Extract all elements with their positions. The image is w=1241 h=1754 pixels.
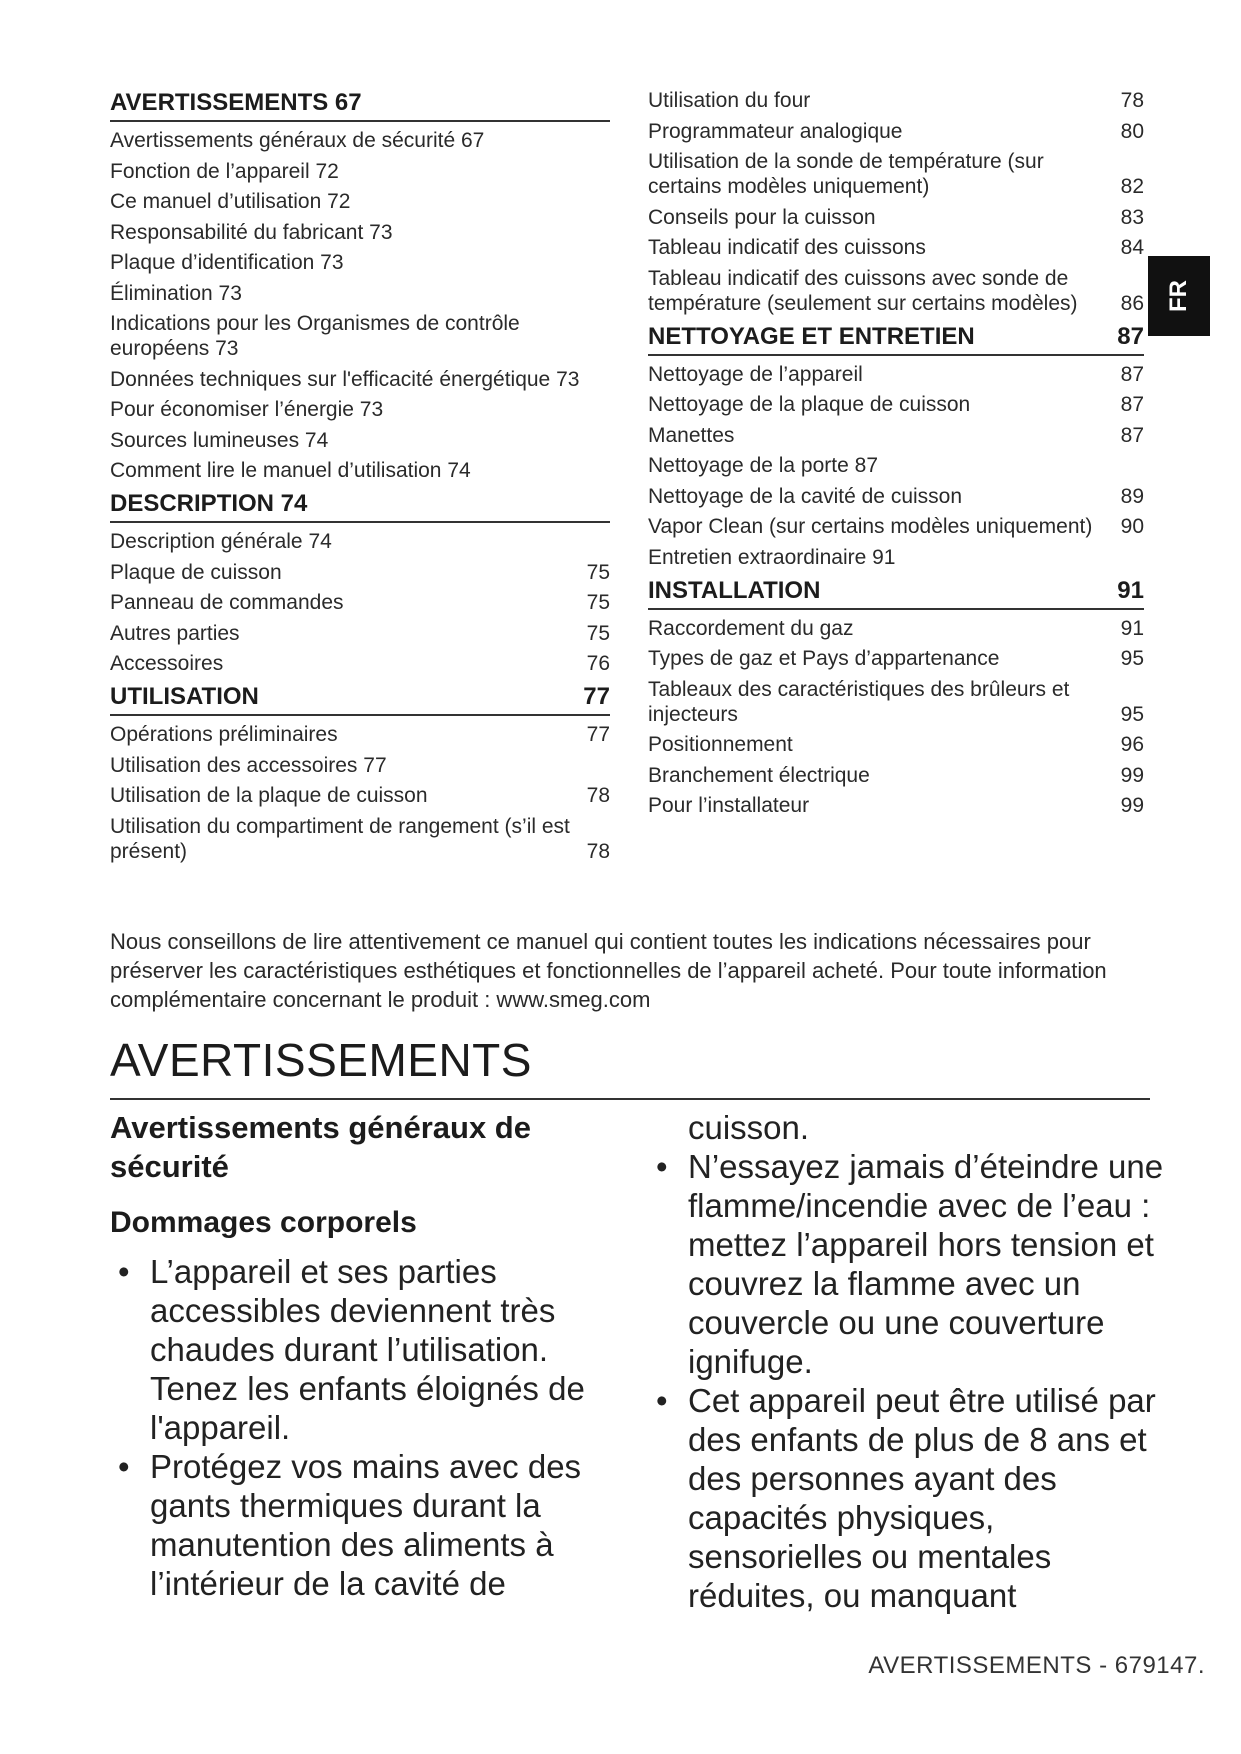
- page-footer: AVERTISSEMENTS - 679147.: [868, 1652, 1205, 1679]
- toc-entry-title: Opérations préliminaires: [110, 723, 338, 746]
- toc-entry-title: Accessoires: [110, 652, 224, 675]
- toc-entry-title: INSTALLATION: [648, 576, 821, 604]
- toc-entry-title: Utilisation de la sonde de température (sur certains modèles uniquement): [648, 150, 1044, 198]
- bullet-icon: •: [656, 1382, 668, 1419]
- toc-section-heading: [648, 322, 1144, 356]
- toc-entry-title: Sources lumineuses 74: [110, 428, 329, 452]
- toc-entry: [648, 392, 1144, 417]
- toc-entry-title: Tableaux des caractéristiques des brûleurs et injecteurs: [648, 677, 1070, 726]
- toc-entry-title: Types de gaz et Pays d’appartenance: [648, 647, 1000, 670]
- toc-entry: [110, 590, 610, 615]
- toc-entry: [110, 159, 610, 184]
- toc-entry: [110, 529, 610, 554]
- toc-entry: [648, 677, 1144, 727]
- toc-entry: [648, 119, 1144, 144]
- toc-entry-title: Élimination 73: [110, 281, 242, 305]
- toc-entry: [110, 367, 610, 392]
- toc-entry-page: 75: [586, 560, 610, 584]
- toc-entry-title: AVERTISSEMENTS 67: [110, 89, 362, 116]
- toc-entry: [110, 397, 610, 422]
- toc-entry-title: Raccordement du gaz: [648, 616, 854, 640]
- toc-entry-page: 86: [1120, 291, 1144, 315]
- toc-entry: [648, 235, 1144, 260]
- toc-entry-page: 78: [586, 839, 610, 863]
- toc-entry-title: Ce manuel d’utilisation 72: [110, 190, 351, 213]
- bullet-icon: •: [118, 1448, 130, 1485]
- intro-paragraph: Nous conseillons de lire attentivement ce manuel qui contient toutes les indications nécessaires pour préserver les caractéristiques esthétiques et fonctionnelles de l’appareil acheté. Pour toute information complémentaire concernant le produit : www.smeg.com: [110, 929, 1107, 1012]
- toc-entry-page: 99: [1120, 794, 1144, 817]
- toc-entry-page: 90: [1120, 515, 1144, 538]
- bullet-text: Protégez vos mains avec des gants thermiques durant la manutention des aliments à l’intérieur de la cavité de: [150, 1448, 582, 1602]
- toc-entry-title: Utilisation du four: [648, 89, 811, 112]
- toc-entry-title: Entretien extraordinaire 91: [648, 545, 896, 569]
- toc-entry: [648, 205, 1144, 230]
- body-right-column: [648, 1108, 1168, 1615]
- toc-entry: [648, 763, 1144, 788]
- toc-entry-page: 78: [586, 784, 610, 807]
- toc-entry-title: Utilisation des accessoires 77: [110, 753, 387, 777]
- section-title: AVERTISSEMENTS: [110, 1030, 1150, 1100]
- toc-entry-title: Panneau de commandes: [110, 591, 344, 614]
- toc-entry: [110, 783, 610, 808]
- toc-entry: [648, 514, 1144, 539]
- toc-entry-page: 87: [1117, 322, 1144, 350]
- toc-entry-title: Manettes: [648, 423, 735, 447]
- toc-entry: [648, 149, 1144, 199]
- toc-entry-page: 87: [1120, 423, 1144, 447]
- bullet-item: [110, 1252, 610, 1447]
- toc-entry: [110, 753, 610, 778]
- toc-entry: [110, 189, 610, 214]
- toc-entry: [110, 220, 610, 245]
- toc-entry: [648, 362, 1144, 387]
- toc-entry-page: 91: [1120, 616, 1144, 640]
- toc-entry: [110, 428, 610, 453]
- toc-entry-page: 91: [1117, 576, 1144, 604]
- bullet-item: [648, 1381, 1168, 1615]
- toc-entry-title: Fonction de l’appareil 72: [110, 159, 339, 183]
- table-of-contents-right: [648, 88, 1144, 824]
- continued-text: cuisson.: [688, 1109, 810, 1146]
- toc-entry: [110, 128, 610, 153]
- toc-entry-page: 75: [586, 621, 610, 645]
- personal-injury-subheading: Dommages corporels: [110, 1206, 417, 1239]
- toc-entry-title: Autres parties: [110, 621, 240, 645]
- toc-entry-page: 87: [1120, 362, 1144, 386]
- toc-entry-page: 78: [1120, 89, 1144, 112]
- toc-section-heading: [110, 88, 610, 122]
- toc-entry-title: Tableau indicatif des cuissons: [648, 236, 926, 259]
- toc-entry-title: Données techniques sur l'efficacité énergétique 73: [110, 367, 580, 391]
- bullet-text: N’essayez jamais d’éteindre une flamme/incendie avec de l’eau : mettez l’appareil hors tension et couvrez la flamme avec un couvercle ou une couverture ignifuge.: [688, 1148, 1164, 1380]
- bullet-item: [648, 1147, 1168, 1381]
- toc-section-heading: [648, 576, 1144, 610]
- toc-entry-title: Branchement électrique: [648, 763, 870, 787]
- toc-entry-page: 77: [583, 683, 610, 710]
- toc-entry-title: Programmateur analogique: [648, 119, 903, 143]
- toc-entry: [648, 453, 1144, 478]
- toc-entry: [110, 722, 610, 747]
- table-of-contents-left: [110, 88, 610, 869]
- toc-entry: [648, 266, 1144, 316]
- toc-entry-title: Nettoyage de la plaque de cuisson: [648, 393, 971, 416]
- toc-entry-title: Vapor Clean (sur certains modèles uniquement): [648, 515, 1093, 538]
- body-left-column: [110, 1108, 610, 1603]
- toc-entry-title: Description générale 74: [110, 530, 332, 553]
- toc-entry-title: Indications pour les Organismes de contrôle européens 73: [110, 312, 520, 360]
- toc-entry: [648, 545, 1144, 570]
- toc-entry: [110, 311, 610, 361]
- toc-entry-title: Nettoyage de la porte 87: [648, 454, 878, 477]
- toc-entry-title: Pour économiser l’énergie 73: [110, 398, 384, 421]
- toc-entry: [648, 423, 1144, 448]
- toc-entry-title: Nettoyage de l’appareil: [648, 362, 863, 386]
- toc-section-heading: [110, 489, 610, 523]
- toc-entry-title: UTILISATION: [110, 683, 259, 710]
- toc-entry: [110, 621, 610, 646]
- toc-entry-page: 75: [586, 591, 610, 614]
- toc-entry-page: 77: [586, 723, 610, 746]
- toc-entry: [648, 646, 1144, 671]
- toc-entry: [110, 250, 610, 275]
- toc-entry: [648, 88, 1144, 113]
- toc-entry-title: Nettoyage de la cavité de cuisson: [648, 484, 963, 508]
- toc-entry-page: 87: [1120, 393, 1144, 416]
- toc-entry: [648, 616, 1144, 641]
- bullet-icon: •: [118, 1253, 130, 1290]
- toc-entry-page: 82: [1120, 175, 1144, 198]
- toc-entry-title: DESCRIPTION 74: [110, 490, 308, 517]
- toc-entry: [648, 484, 1144, 509]
- toc-entry-page: 95: [1120, 702, 1144, 726]
- toc-entry-page: 99: [1120, 763, 1144, 787]
- bullet-item: [110, 1447, 610, 1603]
- toc-entry-title: Conseils pour la cuisson: [648, 205, 876, 229]
- toc-entry-title: Positionnement: [648, 733, 793, 756]
- toc-entry-title: Comment lire le manuel d’utilisation 74: [110, 459, 471, 482]
- bullet-icon: •: [656, 1148, 668, 1185]
- toc-entry: [110, 651, 610, 676]
- general-safety-heading: Avertissements généraux de sécurité: [110, 1110, 531, 1184]
- toc-entry-title: Utilisation du compartiment de rangement (s’il est présent): [110, 814, 570, 863]
- toc-entry-page: 76: [586, 652, 610, 675]
- toc-entry-page: 89: [1120, 484, 1144, 508]
- toc-entry-title: Avertissements généraux de sécurité 67: [110, 129, 485, 152]
- toc-entry: [648, 793, 1144, 818]
- toc-entry-page: 83: [1120, 205, 1144, 229]
- toc-entry-page: 84: [1120, 236, 1144, 259]
- toc-entry-title: Pour l’installateur: [648, 794, 810, 817]
- toc-entry-title: NETTOYAGE ET ENTRETIEN: [648, 322, 975, 350]
- toc-entry-page: 96: [1120, 733, 1144, 756]
- toc-entry: [110, 814, 610, 864]
- toc-entry: [110, 281, 610, 306]
- toc-section-heading: [110, 682, 610, 716]
- toc-entry: [648, 732, 1144, 757]
- toc-entry-title: Utilisation de la plaque de cuisson: [110, 784, 428, 807]
- language-tab: [1148, 256, 1210, 336]
- toc-entry-page: 80: [1120, 119, 1144, 143]
- language-label: FR: [1165, 280, 1192, 312]
- toc-entry-title: Tableau indicatif des cuissons avec sonde de température (seulement sur certains modèles): [648, 266, 1078, 315]
- toc-entry: [110, 458, 610, 483]
- bullet-text: Cet appareil peut être utilisé par des enfants de plus de 8 ans et des personnes ayant des capacités physiques, sensorielles ou mentales réduites, ou manquant: [688, 1382, 1156, 1614]
- toc-entry-title: Responsabilité du fabricant 73: [110, 220, 393, 244]
- bullet-text: L’appareil et ses parties accessibles deviennent très chaudes durant l’utilisation. Tenez les enfants éloignés de l'appareil.: [150, 1253, 585, 1446]
- toc-entry-title: Plaque d’identification 73: [110, 251, 344, 274]
- toc-entry: [110, 560, 610, 585]
- toc-entry-title: Plaque de cuisson: [110, 560, 282, 584]
- toc-entry-page: 95: [1120, 647, 1144, 670]
